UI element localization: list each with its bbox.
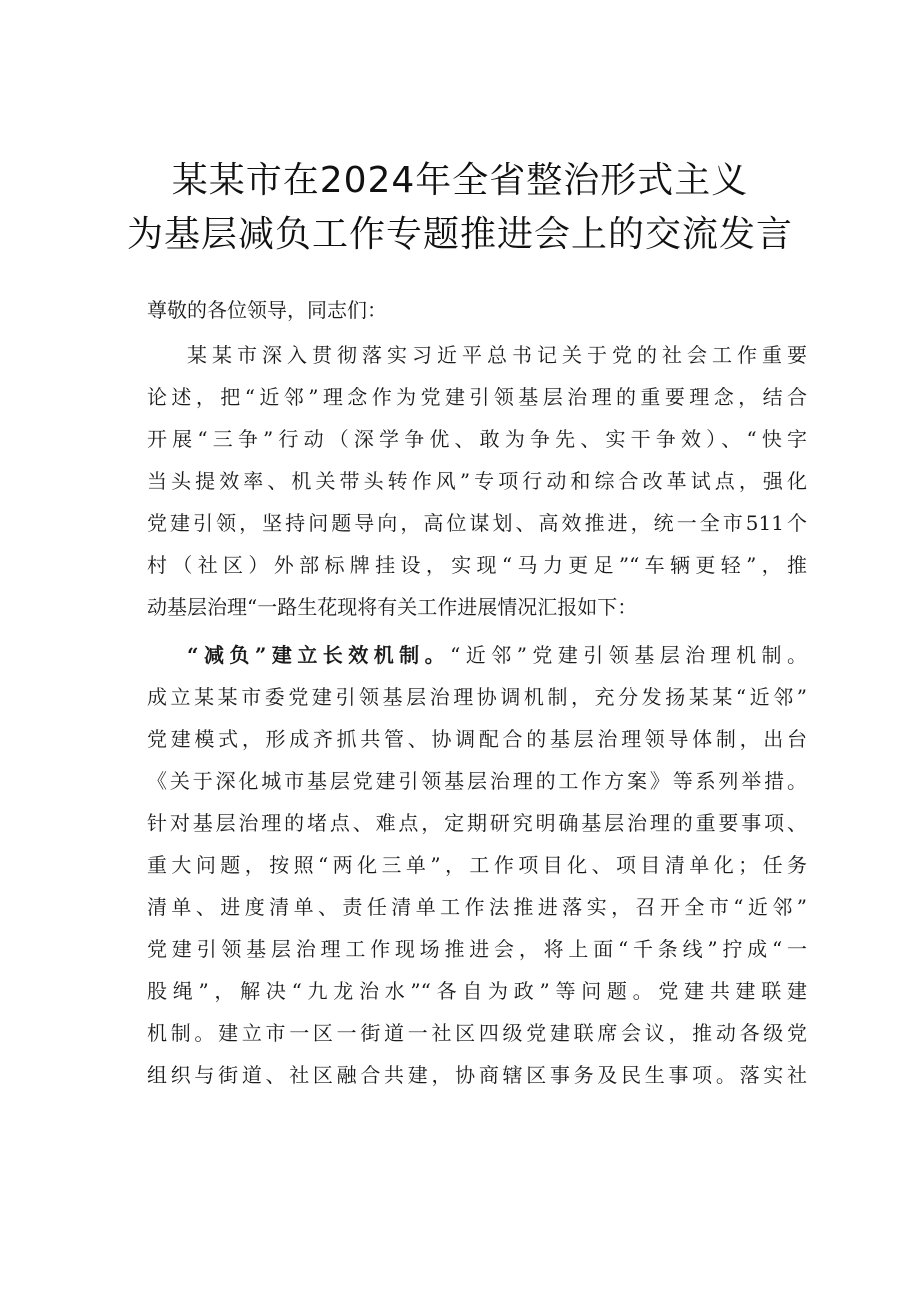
paragraph-line: 某某市深入贯彻落实习近平总书记关于党的社会工作重要: [187, 343, 807, 367]
paragraph-line: 党建模式，形成齐抓共管、协调配合的基层治理领导体制，出台: [147, 727, 807, 751]
paragraph-line: 机制。建立市一区一街道一社区四级党建联席会议，推动各级党: [147, 1021, 807, 1045]
paragraph-line: 论述，把“近邻”理念作为党建引领基层治理的重要理念，结合: [147, 385, 807, 409]
paragraph-line: 股绳”，解决“九龙治水”“各自为政”等问题。党建共建联建: [147, 979, 807, 1003]
paragraph-line: 动基层治理“一路生花现将有关工作进展情况汇报如下：: [147, 595, 638, 619]
paragraph-line: 党建引领基层治理工作现场推进会，将上面“千条线”拧成“一: [147, 937, 807, 961]
document-title-line-1: 某某市在2024年全省整治形式主义: [171, 160, 749, 201]
paragraph-line: 清单、进度清单、责任清单工作法推进落实，召开全市“近邻”: [147, 895, 807, 919]
section-heading: “减负”建立长效机制。: [187, 643, 451, 667]
paragraph-line: 针对基层治理的堵点、难点，定期研究明确基层治理的重要事项、: [147, 811, 807, 835]
paragraph-line: 《关于深化城市基层党建引领基层治理的工作方案》等系列举措。: [147, 769, 807, 793]
paragraph-line: 当头提效率、机关带头转作风”专项行动和综合改革试点，强化: [147, 469, 807, 493]
paragraph-heading-line: [187, 642, 807, 668]
paragraph-line: 开展“三争”行动（深学争优、敢为争先、实干争效）、“快字: [147, 427, 807, 451]
paragraph-line: 村（社区）外部标牌挂设，实现“马力更足”“车辆更轻”，推: [147, 553, 807, 577]
paragraph-line: 成立某某市委党建引领基层治理协调机制，充分发扬某某“近邻”: [147, 685, 807, 709]
document-title-line-2: 为基层减负工作专题推进会上的交流发言: [126, 214, 793, 255]
paragraph-line: 党建引领，坚持问题导向，高位谋划、高效推进，统一全市511个: [147, 511, 807, 535]
salutation: 尊敬的各位领导，同志们：: [147, 298, 387, 322]
paragraph-text: “近邻”党建引领基层治理机制。: [450, 643, 808, 667]
paragraph-line: 组织与街道、社区融合共建，协商辖区事务及民生事项。落实社: [147, 1063, 807, 1087]
paragraph-line: 重大问题，按照“两化三单”，工作项目化、项目清单化；任务: [147, 853, 807, 877]
